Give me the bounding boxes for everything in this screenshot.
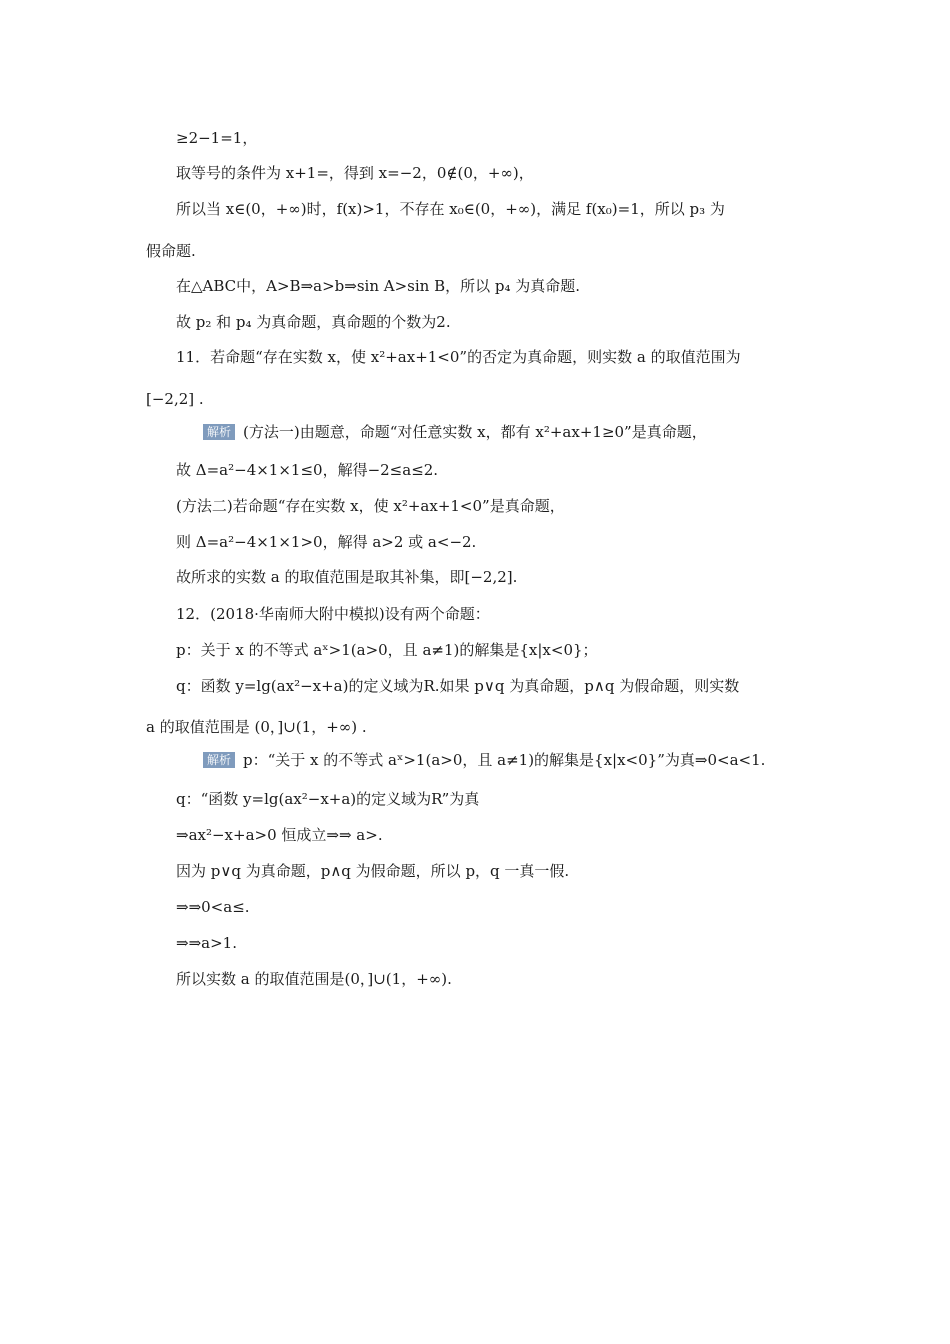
text-line: ⇒⇒a>1.	[176, 934, 237, 952]
text-line: 则 Δ=a²−4×1×1>0，解得 a>2 或 a<−2.	[176, 533, 477, 551]
solution-line	[203, 422, 707, 442]
text-line: 所以实数 a 的取值范围是(0，]∪(1，+∞).	[176, 970, 452, 988]
text-line: 假命题.	[146, 242, 196, 260]
text-line: 因为 p∨q 为真命题，p∧q 为假命题，所以 p，q 一真一假.	[176, 862, 570, 880]
solution-text: (方法一)由题意，命题“对任意实数 x，都有 x²+ax+1≥0”是真命题，	[243, 423, 707, 441]
question-12: 12．(2018·华南师大附中模拟)设有两个命题：	[176, 605, 490, 623]
text-line: 取等号的条件为 x+1=，得到 x=−2，0∉(0，+∞)，	[176, 164, 534, 182]
text-line: p：关于 x 的不等式 aˣ>1(a>0，且 a≠1)的解集是{x|x<0}；	[176, 641, 598, 659]
text-line: ≥2−1=1，	[176, 129, 258, 147]
text-line: 在△ABC中，A>B⇒a>b⇒sin A>sin B，所以 p₄ 为真命题.	[176, 277, 581, 295]
text-line: 故 p₂ 和 p₄ 为真命题，真命题的个数为2.	[176, 313, 451, 331]
solution-line	[203, 750, 765, 770]
text-line: ⇒ax²−x+a>0 恒成立⇒⇒ a>.	[176, 826, 383, 844]
text-line: 故所求的实数 a 的取值范围是取其补集，即[−2,2].	[176, 568, 518, 586]
text-line: q：“函数 y=lg(ax²−x+a)的定义域为R”为真	[176, 790, 480, 808]
solution-tag: 解析	[203, 752, 235, 768]
text-line: 故 Δ=a²−4×1×1≤0，解得−2≤a≤2.	[176, 461, 439, 479]
text-line: (方法二)若命题“存在实数 x，使 x²+ax+1<0”是真命题，	[176, 497, 565, 515]
answer-12: a 的取值范围是 (0，]∪(1，+∞) .	[146, 718, 367, 736]
text-line: 所以当 x∈(0，+∞)时，f(x)>1，不存在 x₀∈(0，+∞)，满足 f(x₀)=1，所以 p₃ 为	[176, 200, 725, 218]
answer-11: [−2,2] .	[146, 390, 204, 408]
text-line: q：函数 y=lg(ax²−x+a)的定义域为R.如果 p∨q 为真命题，p∧q 为假命题，则实数	[176, 677, 740, 695]
text-line: ⇒⇒0<a≤.	[176, 898, 250, 916]
question-11: 11．若命题“存在实数 x，使 x²+ax+1<0”的否定为真命题，则实数 a 的取值范围为	[176, 348, 741, 366]
solution-text: p：“关于 x 的不等式 aˣ>1(a>0，且 a≠1)的解集是{x|x<0}”为真⇒0<a<1.	[243, 751, 766, 769]
solution-tag: 解析	[203, 424, 235, 440]
